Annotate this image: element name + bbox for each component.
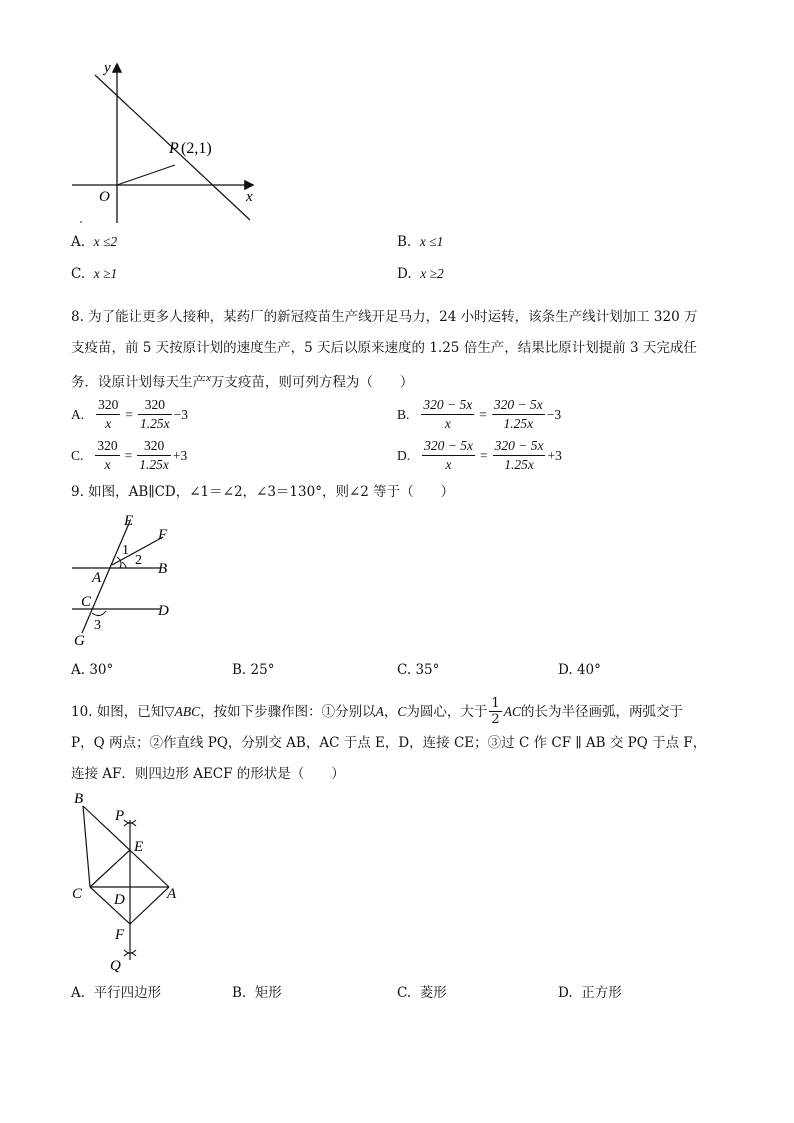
svg-text:C: C (72, 886, 83, 902)
svg-text:2: 2 (135, 553, 142, 568)
q10-option-a: A. 平行四边形 (71, 985, 162, 1001)
svg-text:P: P (115, 808, 125, 824)
q8-option-c: C. $\frac{320}{x}$ = $\frac{320}{1.25x}$ +3 (71, 438, 188, 472)
svg-text:F: F (158, 527, 168, 543)
point-p-coords: (2,1) (181, 140, 212, 157)
svg-text:B: B (158, 561, 168, 577)
transversal-eg (82, 521, 130, 633)
q9-option-d: D. 40° (558, 662, 601, 678)
q7-option-b: B. x ≤1 (397, 234, 444, 250)
q9-option-a: A. 30° (71, 662, 114, 678)
q8-option-b: B. $\frac{320 - 5x}{x}$ = $\frac{320 - 5x}{1.25x}$ −3 (397, 397, 562, 431)
q10-stem-line3: 连接 AF．则四边形 AECF 的形状是（ ） (71, 766, 345, 782)
line-op (117, 165, 175, 185)
q10-option-c: C. 菱形 (397, 985, 447, 1001)
svg-text:3: 3 (94, 618, 101, 633)
y-label: y (104, 60, 111, 76)
q7-option-d: D. x ≥2 (397, 266, 444, 282)
x-label: x (246, 189, 253, 205)
svg-text:1: 1 (122, 543, 129, 558)
svg-text:E: E (134, 839, 144, 855)
q9-option-b: B. 25° (232, 662, 275, 678)
q10-construction-figure (60, 790, 200, 975)
svg-text:D: D (114, 892, 125, 908)
segment-ce (90, 850, 130, 887)
q10-stem-line1: 10. 如图，已知 ▽ABC ，按如下步骤作图：①分别以 A ， C 为圆心，大于 $\frac{1}{2}$ AC 的长为半径画弧，两弧交于 (71, 696, 683, 727)
svg-text:G: G (74, 633, 85, 649)
q7-coordinate-figure (60, 55, 270, 225)
q8-option-d: D. $\frac{320 - 5x}{x}$ = $\frac{320 - 5x}{1.25x}$ +3 (397, 438, 562, 472)
q8-stem-line2: 支疫苗，前 5 天按原计划的速度生产，5 天后以原来速度的 1.25 倍生产，结果比原计划提前 3 天完成任 (71, 340, 697, 356)
svg-text:Q: Q (110, 958, 121, 974)
q10-option-d: D. 正方形 (558, 985, 622, 1001)
svg-text:B: B (74, 791, 84, 807)
q7-option-a: A. x ≤2 (71, 234, 118, 250)
q10-stem-line2: P，Q 两点；②作直线 PQ，分别交 AB，AC 于点 E，D，连接 CE；③过 C 作 CF ∥ AB 交 PQ 于点 F， (71, 735, 707, 751)
segment-af (130, 887, 169, 924)
svg-text:E: E (124, 513, 134, 529)
origin-label: O (99, 189, 110, 205)
q9-parallel-lines-figure (60, 505, 190, 655)
svg-text:D: D (158, 603, 169, 619)
q8-stem-line1: 8. 为了能让更多人接种，某药厂的新冠疫苗生产线开足马力，24 小时运转，该条生产线计划加工 320 万 (71, 309, 698, 325)
svg-text:C: C (81, 594, 92, 610)
svg-text:A: A (92, 570, 102, 586)
svg-text:A: A (167, 886, 177, 902)
q9-option-c: C. 35° (397, 662, 440, 678)
q8-option-a: A. $\frac{320}{x}$ = $\frac{320}{1.25x}$ −3 (71, 397, 188, 431)
q7-option-c: C. x ≥1 (71, 266, 118, 282)
q10-option-b: B. 矩形 (232, 985, 282, 1001)
point-p-label: P (169, 140, 179, 157)
side-ba (83, 806, 169, 887)
side-bc (83, 806, 90, 887)
svg-text:F: F (115, 927, 125, 943)
q9-stem: 9. 如图，AB∥CD，∠1＝∠2，∠3＝130°，则∠2 等于（ ） (71, 484, 455, 500)
q8-stem-line3: 务．设原计划每天生产$^x$万支疫苗，则可列方程为（ ） (71, 372, 414, 391)
